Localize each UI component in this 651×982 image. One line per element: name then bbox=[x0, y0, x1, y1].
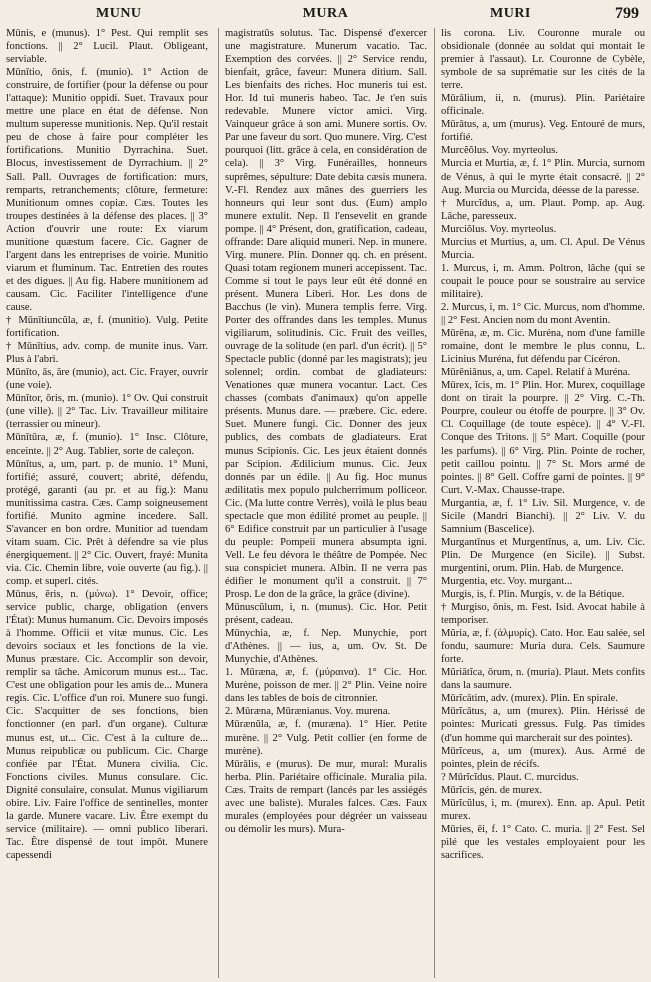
dictionary-entry: Mŭria, æ, f. (ἁλμυρίς). Cato. Hor. Eau salée, sel fondu, saumure: Muria dura. Cels. Saumure forte. bbox=[441, 628, 645, 666]
dictionary-entry: † Mūnītius, adv. comp. de munite inus. Varr. Plus à l'abri. bbox=[6, 341, 208, 366]
dictionary-entry: Mūnychia, æ, f. Nep. Munychie, port d'Athènes. || — ius, a, um. Ov. St. De Munychie, d'Athènes. bbox=[225, 628, 427, 666]
column-rule-2 bbox=[434, 28, 435, 978]
dictionary-entry: Mūnītor, ōris, m. (munio). 1° Ov. Qui construit (une ville). || 2° Tac. Liv. Travailleur militaire (terrassier ou mineur). bbox=[6, 393, 208, 431]
column-rule-1 bbox=[218, 28, 219, 978]
dictionary-entry: Murgantīnus et Murgentīnus, a, um. Liv. Cic. Plin. De Murgence (en Sicile). || Subst. murgentini, orum. Plin. Hab. de Murgence. bbox=[441, 536, 645, 574]
dictionary-entry: Mūnuscŭlum, i, n. (munus). Cic. Hor. Petit présent, cadeau. bbox=[225, 602, 427, 627]
dictionary-entry: Murcius et Murtius, a, um. Cl. Apul. De Vénus Murcia. bbox=[441, 236, 645, 261]
dictionary-entry: 2. Murcus, i, m. 1° Cic. Murcus, nom d'homme. || 2° Fest. Ancien nom du mont Aventin. bbox=[441, 301, 645, 327]
dictionary-entry: Mūrātus, a, um (murus). Veg. Entouré de murs, fortifié. bbox=[441, 119, 645, 144]
page-number: 799 bbox=[615, 5, 639, 22]
dictionary-entry: 2. Mūræna, Mūrænianus. Voy. murena. bbox=[225, 706, 391, 718]
left-guide-word: MUNU bbox=[96, 6, 142, 21]
dictionary-entry: Mūnus, ĕris, n. (μύνω). 1° Devoir, office; service public, charge, obligation (envers l'État): Munus humanum. Cic. Devoirs imposés à l'homme. Officii et vitæ munus. Cic. Les devoirs sociaux et les fonctions de la vie. Munus præstare. Cic. Accomplir son devoir, remplir sa tâche. Amicorum munus est... Tac. C'est une obligation pour les amis de... Munera regis. Cic. L'office d'un roi. Munere suo fungi. Cic. S'acquitter de ses fonctions, bien fonctionner (en parl. d'un organe). Culturæ munus est, ut... Cic. C'est à la culture de... Munus reipublicæ ou publicum. Cic. Charge confiée par l'État. Munera civilia. Cic. Fonctions civiles. Munus consulare. Cic. Dignité consulaire, consulat. Munus vigiliarum obire. Liv. Faire l'office de sentinelles, monter la garde. Munere vacare. Liv. Être exempt du service (militaire). — omni publico liberari. Tac. Être dispensé de tout impôt. Munere capessendi bbox=[6, 589, 208, 861]
column-3 bbox=[441, 27, 645, 979]
dictionary-entry: ? Mūrĭcĭdus. Plaut. C. murcidus. bbox=[441, 771, 579, 783]
dictionary-entry: Mūrēniānus, a, um. Capel. Relatif à Muréna. bbox=[441, 367, 631, 379]
dictionary-entry: Mūrĭcātus, a, um (murex). Plin. Hérissé de pointes: Muricati gressus. Fulg. Pas timides (d'un homme qui marcherait sur des pointes). bbox=[441, 706, 645, 744]
dictionary-entry: Mūrēna, æ, m. Cic. Muréna, nom d'une famille romaine, dont le membre le plus connu, L. Licinius Muréna, fut défendu par Cicéron. bbox=[441, 328, 645, 366]
column-2 bbox=[225, 27, 427, 979]
center-guide-word: MURA bbox=[302, 6, 349, 21]
dictionary-entry: 1. Mūræna, æ, f. (μύραινα). 1° Cic. Hor. Murène, poisson de mer. || 2° Plin. Veine noire dans les tables de bois de citronnier. bbox=[225, 667, 427, 705]
dictionary-entry: Murgis, is, f. Plin. Murgis, v. de la Bétique. bbox=[441, 589, 625, 601]
dictionary-entry: Mūrĭceus, a, um (murex). Aus. Armé de pointes, plein de récifs. bbox=[441, 745, 645, 770]
column-1 bbox=[6, 27, 208, 979]
running-header bbox=[0, 0, 651, 26]
dictionary-entry: Mūrĭcŭlus, i, m. (murex). Enn. ap. Apul. Petit murex. bbox=[441, 797, 645, 822]
dictionary-entry: † Murcĭdus, a, um. Plaut. Pomp. ap. Aug. Lâche, paresseux. bbox=[441, 197, 645, 222]
dictionary-entry: Mūrālium, ii, n. (murus). Plin. Pariétaire officinale. bbox=[441, 93, 645, 118]
dictionary-entry: Mūnītūra, æ, f. (munio). 1° Insc. Clôture, enceinte. || 2° Aug. Tablier, sorte de caleçon. bbox=[6, 432, 208, 457]
dictionary-entry: Murgantia, æ, f. 1° Liv. Sil. Murgence, v. de Sicile (Mandri Bianchi). || 2° Liv. V. du Samnium (Bascelice). bbox=[441, 497, 645, 535]
dictionary-entry: † Murgiso, ōnis, m. Fest. Isid. Avocat habile à temporiser. bbox=[441, 602, 645, 627]
dictionary-entry: Mūries, ēi, f. 1° Cato. C. muria. || 2° Fest. Sel pilé que les vestales employaient pour les sacrifices. bbox=[441, 823, 645, 861]
dictionary-entry: Mūnīto, ās, āre (munio), act. Cic. Frayer, ouvrir (une voie). bbox=[6, 367, 208, 392]
dictionary-entry: Murciŏlus. Voy. myrteolus. bbox=[441, 223, 557, 235]
dictionary-entry: Murcĕŏlus. Voy. myrteolus. bbox=[441, 145, 558, 157]
dictionary-entry: Murcia et Murtia, æ, f. 1° Plin. Murcia, surnom de Vénus, à qui le myrte était consacré. || 2° Aug. Murcia ou Murcida, déesse de la paresse. bbox=[441, 158, 645, 196]
dictionary-entry: lis corona. Liv. Couronne murale ou obsidionale (donnée au soldat qui montait le premier à l'assaut). Lr. Couronne de Cybèle, symbole de sa suprématie sur les cités de la terre. bbox=[441, 28, 645, 92]
dictionary-entry: Mūrĭcātim, adv. (murex). Plin. En spirale. bbox=[441, 693, 619, 705]
dictionary-entry: magistratūs solutus. Tac. Dispensé d'exercer une magistrature. Munerum vacatio. Tac. Exemption des corvées. || 2° Service rendu, bienfait, grâce, faveur: Munera ditium. Sall. Les bienfaits des riches. Hoc muneris tui est. Hor. Id tui muneris habeo. Tac. Je t'en suis redevable. Munere victor amici. Virg. Vainqueur grâce à son ami. Munere sortis. Ov. Par une faveur du sort. Quo munere. Virg. C'est pourquoi (litt. grâce à cela, en considération de cela). || 3° Virg. Funérailles, honneurs suprêmes, sépulture: Date debita cæsis munera. V.-Fl. Rendez aux mânes des guerriers les honneurs qui leur sont dus. (Eum) amplo munere extulit. Nep. Il l'ensevelit en grande pompe. || 4° Présent, don, gratification, cadeau, offrande: Dare aliquid muneri. Nep. in munere. Virg. munere. Plin. Donner qq. ch. en présent. Quasi totam regionem muneri accepissent. Tac. Comme si tout le pays leur eût été donné en présent. Munera Liberi. Hor. Les dons de Bacchus (le vin). Munera templis ferre. Virg. Porter des offrandes dans les temples. Munus vigiliarum, solitudinis. Cic. Fruit des veilles, ouvrage de la solitude (en parl. d'un écrit). || 5° Spectacle public (donné par les magistrats); jeu solennel; ordin. combat de gladiateurs: Venationes quæ munera vocantur. Lact. Ces chasses (combats d'animaux) qu'on appelle présents. Munus dare. — præbere. Cic. edere. Suet. Munere fungi. Cic. Donner des jeux publics, des combats de gladiateurs. Erat munus Scipionis. Cic. Les jeux étaient donnés par Scipion. Ædilicium munus. Cic. Jeux donnés par un édile. || Au fig. Hoc munus ædilitatis mex populo pulcherrimum polliceor. Cic. (Ma lutte contre Verrès), voilà le plus beau spectacle que mon édilité promet au peuple. || 6° Edifice construit par un particulier à l'usage du peuple: Pompeii munera absumpta igni. Vell. Le feu dévora le théâtre de Pompée. Nec sua conspiciet munera. Albin. Il ne verra pas édifier le monument qu'il a construit. || 7° Prosp. Le don de la grâce, la grâce (divine). bbox=[225, 28, 427, 601]
dictionary-entry: Mūrālis, e (murus). De mur, mural: Muralis herba. Plin. Pariétaire officinale. Muralia pila. Cæs. Traits de rempart (lancés par les assiégés avec une baliste). Murales falces. Cæs. Faux murales (employées pour dégréer un vaisseau ou démolir les murs). Mura- bbox=[225, 758, 427, 835]
dictionary-entry: Mŭriātĭca, ōrum, n. (muria). Plaut. Mets confits dans la saumure. bbox=[441, 667, 645, 692]
dictionary-entry: Mūnītio, ōnis, f. (munio). 1° Action de construire, de fortifier (pour la défense ou pour l'attaque): Munitio oppidi. Suet. Travaux pour mettre une place en état de défense. Non multum superesse munitionis. Nep. Qu'il restait peu de chose à faire pour compléter les fortifications. Munitio Dyrrachina. Suet. Blocus, investissement de Dyrrachium. || 2° Sall. Pall. Ouvrages de fortification: murs, remparts, retranchements; clôture, fermeture: Munitionum omnes copiæ. Cæs. Toutes les troupes destinées à la défense des places. || 3° Action d'ouvrir une route: Ex viarum munitione quæstum facere. Cic. Gagner de l'argent dans les entreprises de voirie. Munitio viarum et fluminum. Tac. Entretien des routes et des digues. || Au fig. Habere munitionem ad causam. Cic. Faciliter l'intelligence d'une cause. bbox=[6, 67, 208, 313]
dictionary-entry: Mūnis, e (munus). 1° Pest. Qui remplit ses fonctions. || 2° Lucil. Plaut. Obligeant, serviable. bbox=[6, 28, 208, 66]
dictionary-entry: Mūrænŭla, æ, f. (muræna). 1° Hier. Petite murène. || 2° Vulg. Petit collier (en forme de murène). bbox=[225, 719, 427, 757]
dictionary-entry: Mūrĭcis, gén. de murex. bbox=[441, 784, 543, 796]
right-guide-word: MURI bbox=[490, 6, 531, 21]
dictionary-entry: 1. Murcus, i, m. Amm. Poltron, lâche (qui se coupait le pouce pour se soustraire au service militaire). bbox=[441, 262, 645, 300]
dictionary-entry: † Mūnītiuncŭla, æ, f. (munitio). Vulg. Petite fortification. bbox=[6, 315, 208, 340]
dictionary-entry: Murgentia, etc. Voy. murgant... bbox=[441, 575, 573, 587]
dictionary-entry: Mūrex, ĭcis, m. 1° Plin. Hor. Murex, coquillage dont on tirait la pourpre. || 2° Virg. C.-Th. Pourpre, couleur ou étoffe de pourpre. || 3° Ov. Cl. Coquillage (de toute espèce). || 4° V.-Fl. Conque des Tritons. || 5° Mart. Coquille (pour les parfums). || 6° Virg. Plin. Pointe de rocher, petit caillou pointu. || 7° St. Mors armé de pointes. || 8° Gell. Coffre garni de pointes. || 9° Curt. V.-Max. Chausse-trape. bbox=[441, 380, 645, 496]
dictionary-entry: Mūnītus, a, um, part. p. de munio. 1° Muni, fortifié; assuré, couvert; abrité, défendu, protégé, garanti (au pr. et au fig.): Manu munitissima castra. Cæs. Camp soigneusement fortifié. Munito agmine incedere. Sall. S'avancer en bon ordre. Munitior ad tuendam vitam suam. Cic. Prêt à défendre sa vie plus énergiquement. || 2° Cic. Ouvert, frayé: Munita via. Cic. Chemin libre, voie ouverte (au fig.). || comp. et superl. cités. bbox=[6, 458, 208, 587]
